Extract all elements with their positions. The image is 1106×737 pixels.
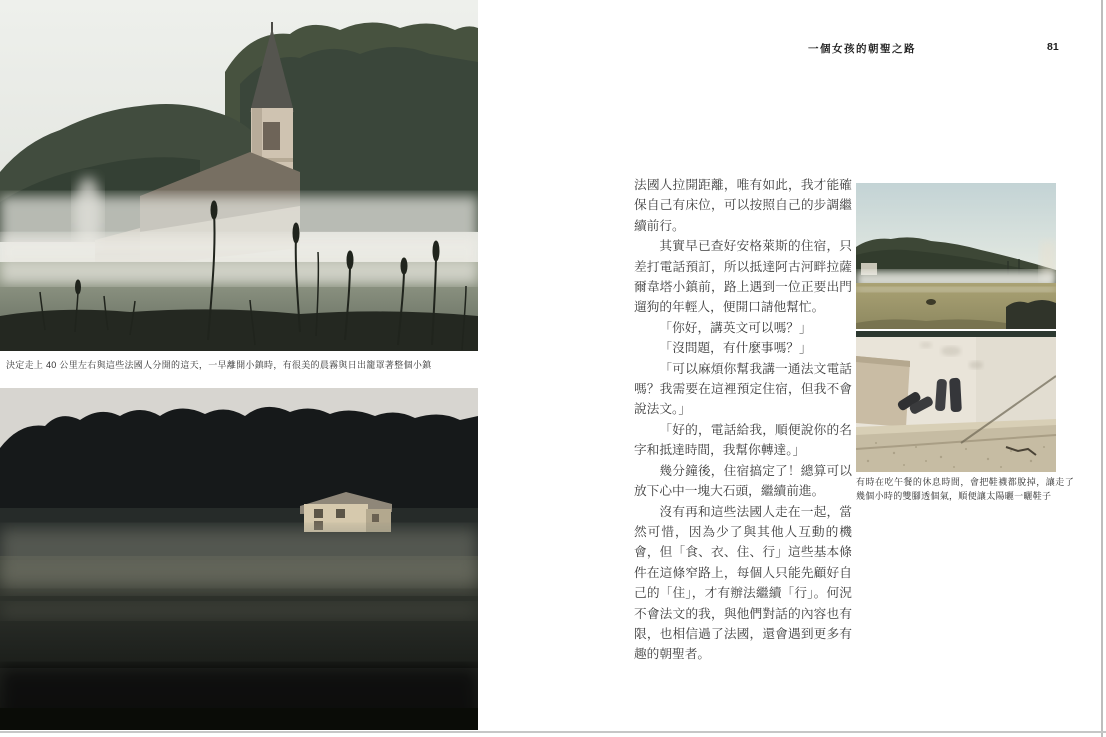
page-edge-right [1101, 0, 1103, 737]
running-header: 一個女孩的朝聖之路 [808, 43, 916, 55]
photo-shoes-drying [856, 331, 1056, 472]
body-text [634, 175, 852, 665]
page-number: 81 [1047, 41, 1059, 53]
left-photo-caption: 決定走上 40 公里左右與這些法國人分開的這天，一早離開小鎮時，有很美的晨霧與日出籠罩著整個小鎮 [6, 360, 432, 370]
paragraph: 「可以麻煩你幫我講一通法文電話嗎？我需要在這裡預定住宿，但我不會說法文。」 [634, 361, 852, 417]
paragraph: 其實早已查好安格萊斯的住宿，只差打電話預訂，所以抵達阿古河畔拉薩爾韋塔小鎮前，路上遇到一位正要出門遛狗的年輕人，便開口請他幫忙。 [634, 239, 852, 315]
paragraph: 「你好，講英文可以嗎？」 [659, 320, 812, 335]
right-photos-caption: 有時在吃午餐的休息時間，會把鞋襪都脫掉，讓走了幾個小時的雙腳透個氣，順便讓太陽曬一曬鞋子 [856, 477, 1074, 501]
shoes-photo-illustration [856, 331, 1056, 472]
paragraph: 沒有再和這些法國人走在一起，當然可惜，因為少了與其他人互動的機會，但「食、衣、住、行」這些基本條件在這條窄路上，每個人只能先顧好自己的「住」，才有辦法繼續「行」。何況不會法文的我，與他們對話的內容也有限，也相信過了法國，還會遇到更多有趣的朝聖者。 [634, 504, 852, 662]
photo-morning-pasture [856, 183, 1056, 329]
photo-misty-field-house [0, 388, 478, 730]
paragraph: 幾分鐘後，住宿搞定了！總算可以放下心中一塊大石頭，繼續前進。 [634, 463, 852, 499]
pasture-photo-illustration [856, 183, 1056, 329]
page-edge-bottom [0, 731, 1106, 733]
house-photo-illustration [0, 388, 478, 730]
photo-church-misty-village [0, 0, 478, 351]
paragraph: 「沒問題，有什麼事嗎？」 [659, 341, 812, 356]
paragraph: 「好的，電話給我，順便說你的名字和抵達時間，我幫你轉達。」 [634, 422, 852, 458]
paragraph: 法國人拉開距離，唯有如此，我才能確保自己有床位，可以按照自己的步調繼續前行。 [634, 178, 852, 233]
church-photo-illustration [0, 0, 478, 351]
